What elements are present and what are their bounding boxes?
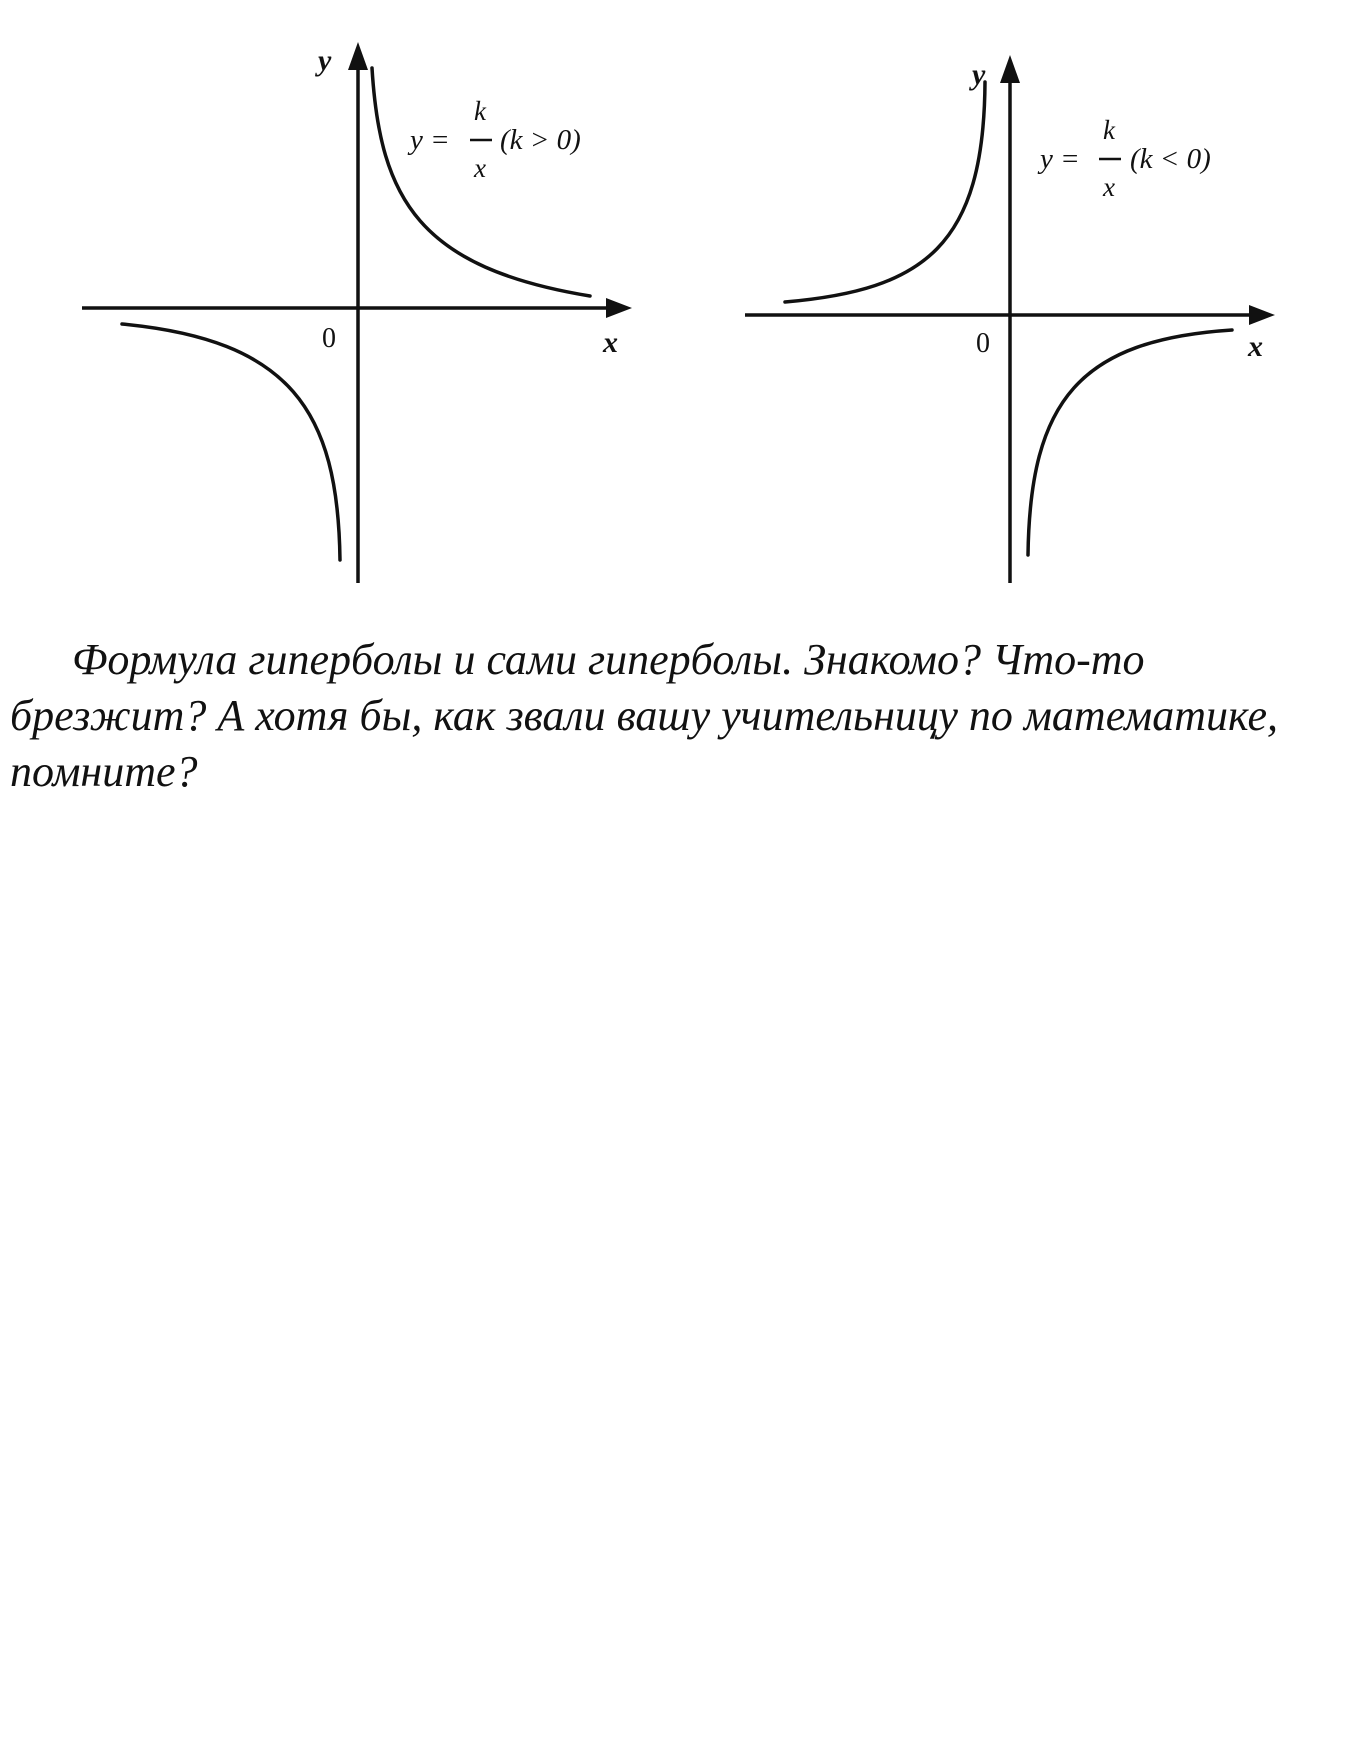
x-axis-arrow — [1249, 305, 1275, 325]
formula-denominator: x — [474, 153, 486, 183]
formula-k-positive — [407, 96, 581, 183]
formula-lhs: y = — [410, 124, 450, 156]
origin-label: 0 — [322, 323, 336, 354]
x-axis-label: x — [603, 326, 618, 359]
y-axis-label: y — [972, 58, 986, 91]
formula-k-negative — [1037, 115, 1211, 202]
graph-k-positive — [82, 42, 632, 583]
formula-condition: (k > 0) — [500, 124, 581, 156]
caption-paragraph — [10, 632, 1350, 800]
formula-numerator: k — [474, 96, 486, 126]
caption-text: Формула гиперболы и сами гиперболы. Знакомо? Что-то брезжит? А хотя бы, как звали вашу учительницу по математике, помните? — [10, 635, 1279, 796]
x-axis-arrow — [606, 298, 632, 318]
formula-lhs: y = — [1040, 143, 1080, 175]
hyperbola-branch-second-quadrant — [785, 82, 985, 302]
formula-numerator: k — [1103, 115, 1115, 145]
hyperbola-branch-fourth-quadrant — [1028, 330, 1232, 555]
y-axis-label: y — [318, 44, 332, 77]
formula-denominator: x — [1103, 172, 1115, 202]
formula-condition: (k < 0) — [1130, 143, 1211, 175]
y-axis-arrow — [348, 42, 368, 70]
hyperbola-branch-third-quadrant — [122, 324, 340, 560]
y-axis-arrow — [1000, 55, 1020, 83]
x-axis-label: x — [1248, 330, 1263, 363]
origin-label: 0 — [976, 328, 990, 359]
graph-k-negative — [745, 55, 1275, 583]
hyperbola-figure — [0, 0, 1358, 600]
